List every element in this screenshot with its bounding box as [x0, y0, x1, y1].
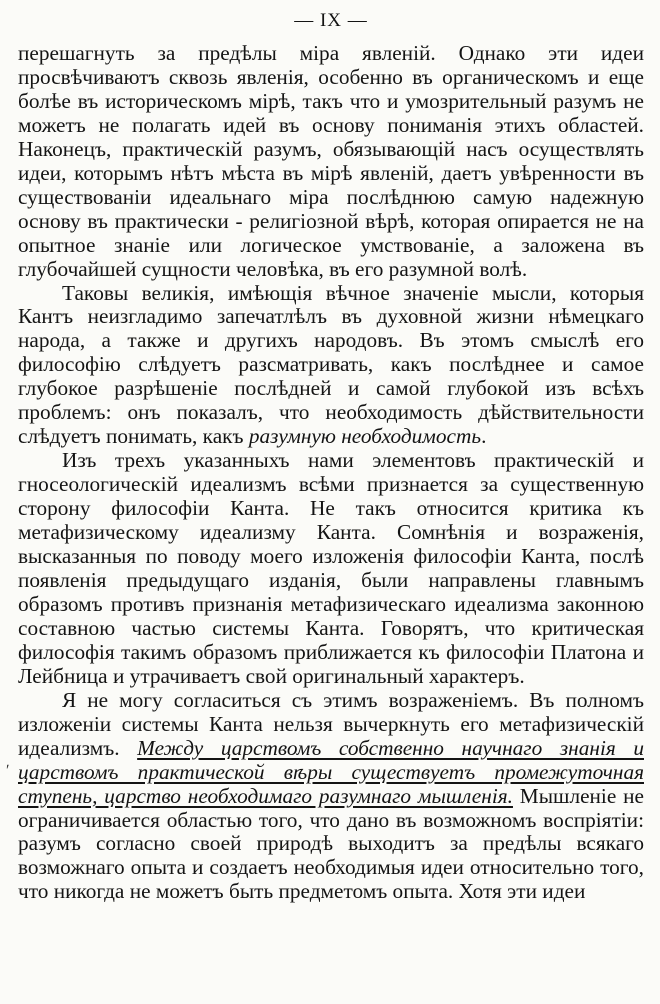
paragraph-2-italic: разумную необходимость — [248, 424, 482, 449]
paragraph-1: перешагнуть за предѣлы міра явленій. Однако эти идеи просвѣчиваютъ сквозь явленія, особенно въ органическомъ и еще болѣе въ историческомъ мірѣ, такъ что и умозрительный разумъ не можетъ не полагать идей въ основу пониманія этихъ областей. Наконецъ, практическій разумъ, обязывающій насъ осуществлять идеи, которымъ нѣтъ мѣста въ мірѣ явленій, даетъ увѣренности въ существованіи идеальнаго міра послѣднюю самую надежную основу въ практически - религіозной вѣрѣ, которая опирается не на опытное знаніе или логическое умствованіе, а заложена въ глубочайшей сущности человѣка, въ его разумной волѣ. — [18, 41, 644, 281]
paragraph-4 — [18, 689, 644, 905]
paragraph-3: Изъ трехъ указанныхъ нами элементовъ практическій и гносеологическій идеализмъ всѣми признается за существенную сторону философіи Канта. Не такъ относится критика къ метафизическому идеализму Канта. Сомнѣнія и возраженія, высказанныя по поводу моего изложенія философіи Канта, послѣ появленія предыдущаго изданія, были направлены главнымъ образомъ противъ признанія метафизическаго идеализма законною составною частью системы Канта. Говорятъ, что критическая философія такимъ образомъ приближается къ философіи Платона и Лейбница и утрачиваетъ свой оригинальный характеръ. — [18, 448, 644, 688]
margin-pencil-mark: ʹ — [6, 762, 10, 779]
paragraph-4-text: Я не могу согласиться съ этимъ возраженіемъ. Въ полномъ изложеніи системы Канта нельзя вычеркнуть его метафизическій идеализмъ. — [18, 687, 644, 760]
paragraph-2-end: . — [481, 424, 487, 449]
paragraph-2 — [18, 282, 644, 450]
paragraph-4-italic-underlined: Между царствомъ собственно научнаго знанія и царствомъ практической вѣры существуетъ промежуточная ступень, царство необходимаго разумнаго мышленія. — [18, 735, 644, 808]
page-number: — IX — — [294, 10, 368, 31]
paragraph-2-text: Таковы великія, имѣющія вѣчное значеніе мысли, которыя Кантъ неизгладимо запечатлѣлъ въ духовной жизни нѣмецкаго народа, а также и другихъ народовъ. Въ этомъ смыслѣ его философію слѣдуетъ разсматривать, какъ послѣднее и самое глубокое разрѣшеніе послѣдней и самой глубокой изъ всѣхъ проблемъ: онъ показалъ, что необходимость дѣйствительности слѣдуетъ понимать, какъ — [18, 280, 644, 449]
paragraph-4-rest: Мышленіе не ограничивается областью того, что дано въ возможномъ воспріятіи: разумъ согласно своей природѣ выходитъ за предѣлы всякаго возможнаго опыта и создаетъ необходимыя идеи относительно того, что никогда не можетъ быть предметомъ опыта. Хотя эти идеи — [18, 783, 644, 904]
